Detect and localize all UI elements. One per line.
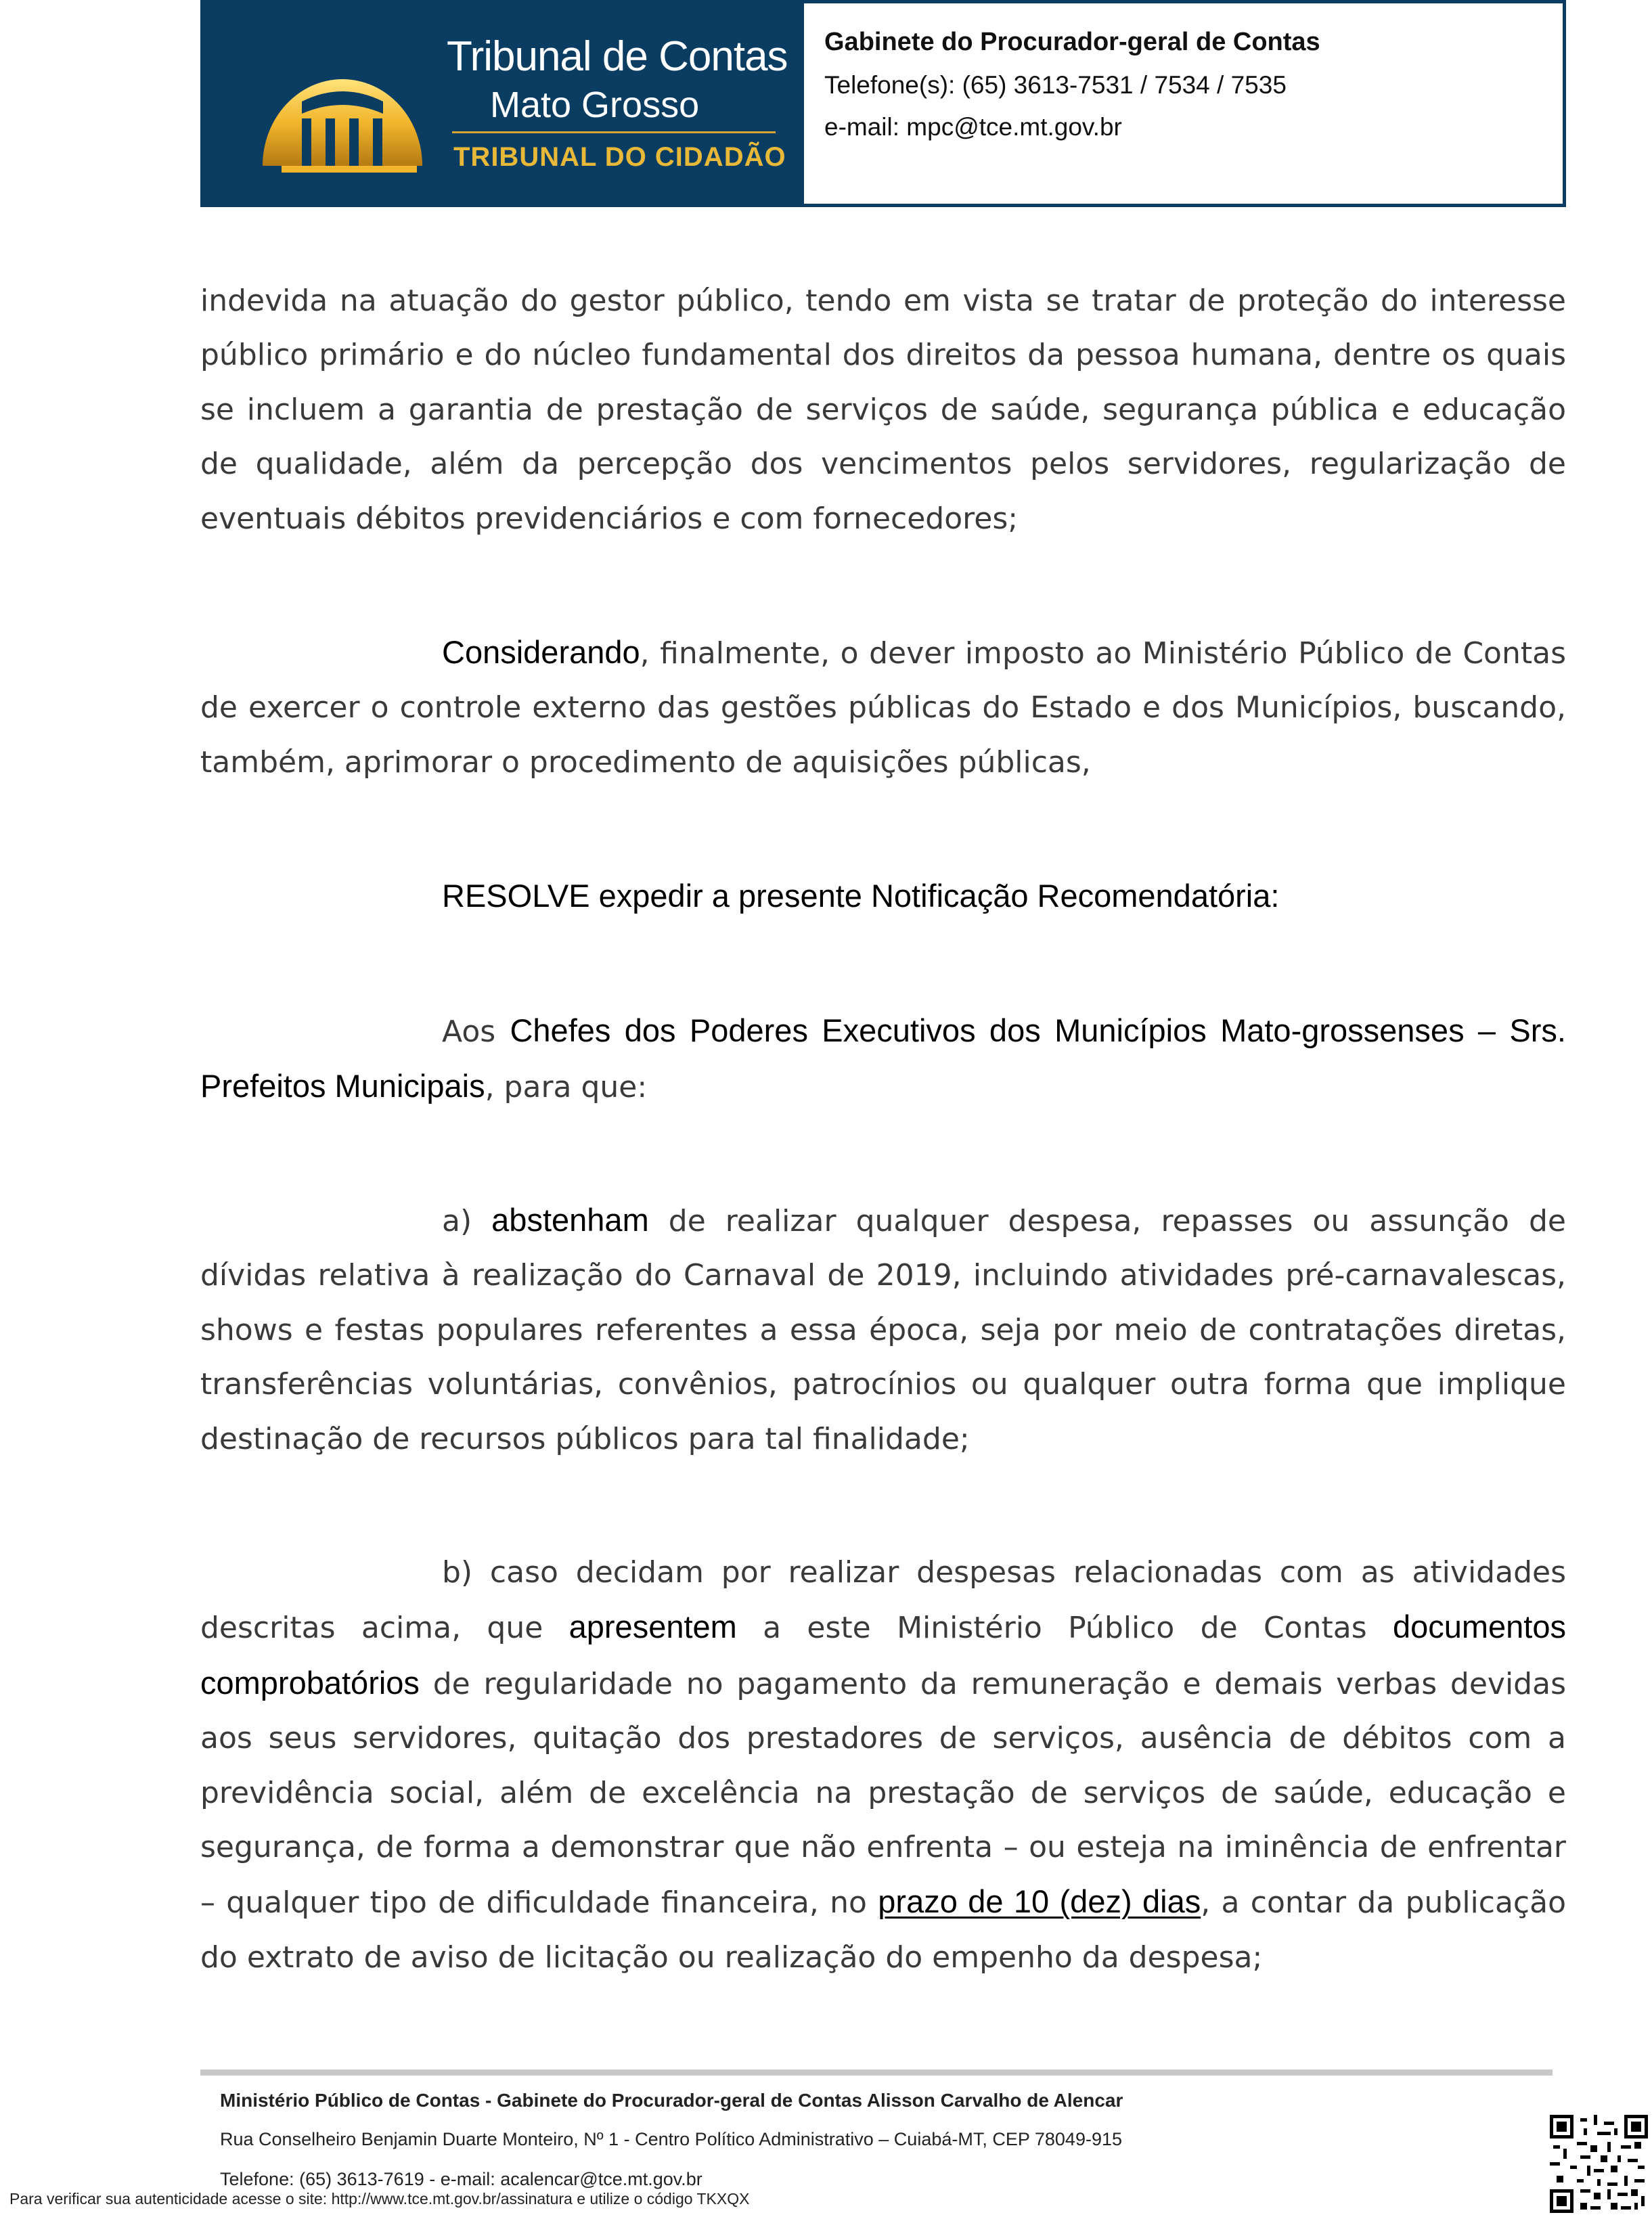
item-a-bold: abstenham — [491, 1202, 649, 1238]
item-b-deadline: prazo de 10 (dez) dias — [878, 1883, 1201, 1920]
item-a-start: a) — [442, 1204, 492, 1238]
footer-address: Rua Conselheiro Benjamin Duarte Monteiro, Nº 1 - Centro Político Administrativo – Cuiabá-MT, CEP 78049-915 — [220, 2129, 1123, 2149]
recipients-bold: Chefes dos Poderes Executivos dos Municípios Mato-grossenses – Srs. Prefeitos Municipais — [200, 1012, 1566, 1104]
footer-contact: Telefone: (65) 3613-7619 - e-mail: acalencar@tce.mt.gov.br — [220, 2169, 702, 2189]
paragraph-considerando — [200, 625, 1566, 790]
item-a-text: de realizar qualquer despesa, repasses ou assunção de dívidas relativa à realização do Carnaval de 2019, incluindo atividades pré-carnavalescas, shows e festas populares referentes a essa época, seja por meio de contratações diretas, transferências voluntárias, convênios, patrocínios ou qualquer outra forma que implique destinação de recursos públicos para tal finalidade; — [200, 1204, 1566, 1456]
item-b-mid1: a este Ministério Público de Contas — [736, 1611, 1393, 1646]
item-b-start: b) caso decidam por realizar despesas relacionadas com as atividades descritas acima, que — [200, 1555, 1566, 1646]
item-b-bold-apresentem: apresentem — [568, 1609, 737, 1645]
office-email: e-mail: mpc@tce.mt.gov.br — [824, 113, 1122, 141]
office-phone: Telefone(s): (65) 3613-7531 / 7534 / 7535 — [824, 71, 1287, 99]
paragraph-item-b — [200, 1546, 1566, 1985]
logo-title: Tribunal de Contas — [447, 33, 788, 80]
paragraph-item-a — [200, 1193, 1566, 1466]
logo-subtitle: Mato Grosso — [490, 85, 700, 125]
qr-code-icon — [1550, 2115, 1648, 2213]
paragraph-1: indevida na atuação do gestor público, tendo em vista se tratar de proteção do interesse público primário e do núcleo fundamental dos direitos da pessoa humana, dentre os quais se incluem a garantia de prestação de serviços de saúde, segurança pública e educação de qualidade, além da percepção dos vencimentos pelos servidores, regularização de eventuais débitos previdenciários e com fornecedores; — [200, 284, 1566, 536]
page-header — [200, 0, 1566, 207]
paragraph-resolve — [200, 869, 1566, 924]
considerando-bold: Considerando — [442, 634, 640, 670]
resolve-text: RESOLVE expedir a presente Notificação Recomendatória: — [442, 878, 1280, 914]
verification-note: Para verificar sua autenticidade acesse o site: http://www.tce.mt.gov.br/assinatura e utilize o código TKXQX — [9, 2190, 750, 2208]
office-name: Gabinete do Procurador-geral de Contas — [824, 28, 1320, 56]
tce-logo — [200, 0, 801, 207]
contact-box — [801, 0, 1566, 207]
considerando-text: , finalmente, o dever imposto ao Ministério Público de Contas de exercer o controle externo das gestões públicas do Estado e dos Municípios, buscando, também, aprimorar o procedimento de aquisições públicas, — [200, 636, 1566, 780]
recipients-start: Aos — [442, 1014, 510, 1049]
item-b-mid2: de regularidade no pagamento da remuneração e demais verbas devidas aos seus servidores, quitação dos prestadores de serviços, ausência de débitos com a previdência social, além de excelência na prestação de serviços de saúde, educação e segurança, de forma a demonstrar que não enfrenta – ou esteja na iminência de enfrentar – qualquer tipo de dificuldade financeira, no — [200, 1666, 1566, 1921]
footer-divider — [200, 2069, 1553, 2076]
recipients-end: , para que: — [485, 1070, 648, 1105]
logo-divider — [452, 131, 776, 133]
item-b-end: , a contar da publicação do extrato de aviso de licitação ou realização do empenho da despesa; — [200, 1885, 1566, 1975]
logo-tagline: TRIBUNAL DO CIDADÃO — [453, 142, 786, 172]
footer-office: Ministério Público de Contas - Gabinete do Procurador-geral de Contas Alisson Carvalho de Alencar — [220, 2090, 1123, 2111]
item-b-bold-documentos: documentos comprobatórios — [200, 1609, 1566, 1701]
paragraph-recipients — [200, 1004, 1566, 1115]
